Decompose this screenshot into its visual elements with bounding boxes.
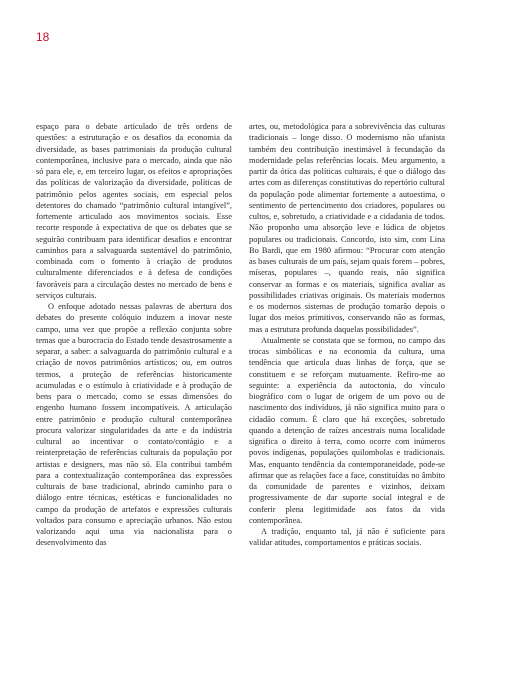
body-paragraph: artes, ou, metodológica para a sobrevivência das culturas tradicionais – longe disso. O modernismo não ufanista também deu contribuição inestimável à fecundação da modernidade pelas referências locais. Meu argumento, a partir da ótica das políticas culturais, é que o diálogo das artes com as diferenças constitutivas do repertório cultural da população pode alimentar fortemente a autoestima, o sentimento de pertencimento dos criadores, populares ou cultos, e, sobretudo, a criatividade e a cidadania de todos. Não proponho uma absorção leve e lúdica de objetos populares ou tradicionais. Concordo, isto sim, com Lina Bo Bardi, que em 1980 afirmou: “Procurar com atenção as bases culturais de um país, sejam quais forem – pobres, míseras, populares –, quando reais, não significa conservar as formas e os materiais, significa avaliar as possibilidades criativas originais. Os materiais modernos e os modernos sistemas de produção tomarão depois o lugar dos meios primitivos, conservando não as formas, mas a estrutura profunda daquelas possibilidades”. (249, 122, 445, 334)
left-text-column (36, 121, 232, 549)
body-paragraph: A tradição, enquanto tal, já não é suficiente para validar atitudes, comportamentos e práticas sociais. (249, 527, 445, 548)
body-paragraph: O enfoque adotado nessas palavras de abertura dos debates do presente colóquio induzem a inovar neste campo, uma vez que propõe a reflexão conjunta sobre temas que a burocracia do Estado tende desastrosamente a separar, a saber: a salvaguarda do patrimônio cultural e a criação de novos patrimônios artísticos; ou, em outros termos, a proteção de referências historicamente acumuladas e o estímulo à criatividade e à produção de bens para o mercado, como se essas dimensões do engenho humano fossem incompatíveis. A articulação entre patrimônio e produção cultural contemporânea procura valorizar singularidades da arte e da indústria cultural ao incentivar o contato/contágio e a reinterpretação de referências culturais da população por artistas e designers, mas não só. Ela contribui também para a contextualização contemporânea das expressões culturais de base tradicional, abrindo caminho para o diálogo entre técnicas, estéticas e funcionalidades no campo da produção de artefatos e expressões culturais voltados para consumo e apreciação urbanos. Não estou valorizando aqui uma via nacionalista para o desenvolvimento das (36, 302, 232, 548)
body-paragraph: Atualmente se constata que se formou, no campo das trocas simbólicas e na economia da cultura, uma tendência que articula duas linhas de força, que se constituem e se reforçam mutuamente. Refiro-me ao seguinte: a experiência da autoctonia, do vínculo biográfico com o lugar de origem de um povo ou de nascimento dos indivíduos, já não significa muito para o cidadão comum. É claro que há exceções, sobretudo quando a detenção de raízes ancestrais numa localidade significa o direito à terra, como ocorre com inúmeros povos indígenas, populações quilombolas e tradicionais. Mas, enquanto tendência da contemporaneidade, pode-se afirmar que as relações face a face, constituídas no âmbito da comunidade de parentes e vizinhos, deixam progressivamente de dar suporte social integral e de conferir plena legitimidade aos fatos da vida contemporânea. (249, 335, 445, 525)
right-text-column (249, 121, 445, 549)
page-number: 18 (36, 30, 50, 44)
body-paragraph: espaço para o debate articulado de três ordens de questões: a estruturação e os desafios da economia da diversidade, as bases patrimoniais da produção cultural contemporânea, inclusive para o mercado, ainda que não só para ele, e, em terceiro lugar, os efeitos e apropriações das políticas de valorização da diversidade, políticas de patrimônio pelos agentes sociais, em especial pelos detentores do chamado “patrimônio cultural intangível”, fortemente articulado aos movimentos sociais. Esse recorte responde à expectativa de que os debates que se seguirão contribuam para identificar desafios e encontrar caminhos para a salvaguarda sustentável do patrimônio, combinada com o fomento à criação de produtos culturalmente diferenciados e à defesa de condições favoráveis para a circulação destes no mercado de bens e serviços culturais. (36, 122, 232, 300)
